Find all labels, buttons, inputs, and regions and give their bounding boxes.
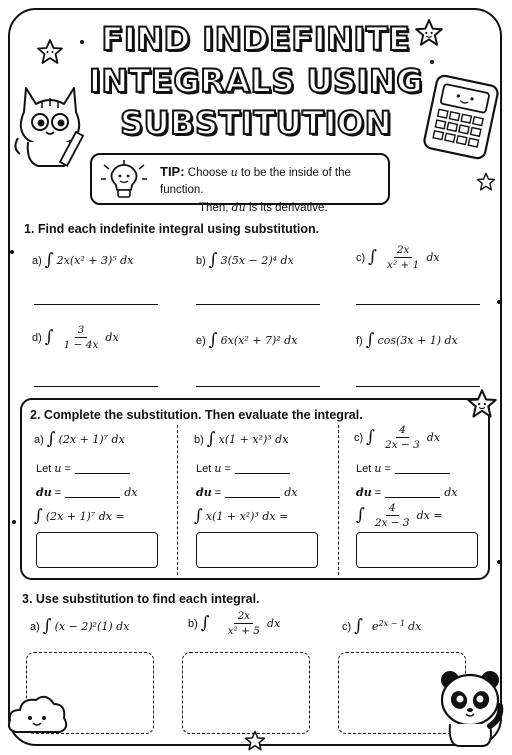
answer-line[interactable] <box>34 386 158 387</box>
integral-sign: ∫ <box>44 327 54 347</box>
let-text: Let <box>196 462 212 475</box>
integrand: (x − 2)²(1) dx <box>54 620 130 633</box>
answer-line[interactable] <box>356 304 480 305</box>
dx: dx <box>124 486 138 499</box>
decor-dot <box>12 520 16 524</box>
s2-rewrite-c <box>356 502 443 529</box>
problem-label: c) <box>354 431 364 444</box>
star-icon <box>414 18 444 48</box>
numerator: 3 <box>75 324 88 338</box>
let-text: Let <box>36 462 52 475</box>
dx: dx <box>266 617 281 630</box>
fraction <box>384 244 422 271</box>
work-box[interactable] <box>182 652 310 734</box>
decor-dot <box>10 250 14 254</box>
u-blank[interactable] <box>75 464 130 474</box>
denominator: 1 − 4x <box>63 339 99 351</box>
integrand: 6x(x² + 7)² dx <box>220 334 298 347</box>
let-u-row <box>36 462 134 475</box>
du-var: du <box>356 486 372 499</box>
integral-sign: ∫ <box>365 330 375 350</box>
problem-label: c) <box>342 620 352 633</box>
calculator-mascot-icon <box>424 74 502 158</box>
tip-line1-post: to be the inside of the function. <box>160 167 351 196</box>
u-var: u <box>54 462 62 475</box>
integral-sign: ∫ <box>46 429 56 449</box>
panda-mascot-icon <box>436 666 506 748</box>
equals-sign: = <box>214 486 222 499</box>
u-var: u <box>214 462 222 475</box>
star-icon <box>244 730 266 752</box>
tip-line1-pre: Choose <box>187 167 228 179</box>
numerator: 4 <box>386 502 399 516</box>
tip-line2-pre: Then, <box>199 202 229 214</box>
tip-line2-post: is its derivative. <box>248 202 328 214</box>
answer-line[interactable] <box>356 386 480 387</box>
denominator: 2x − 3 <box>374 517 410 529</box>
title-line-1: FIND INDEFINITE <box>101 20 411 58</box>
fraction <box>372 502 413 529</box>
s1-problem-d <box>32 324 119 351</box>
equals-sign: = <box>224 462 231 475</box>
section2-title: 2. Complete the substitution. Then evaluate the integral. <box>30 408 363 422</box>
integrand: (2x + 1)⁷ dx <box>58 433 125 446</box>
du-blank[interactable] <box>225 488 280 498</box>
u-var: u <box>374 462 382 475</box>
s2-rewrite-a <box>34 508 125 525</box>
problem-label: a) <box>34 433 44 446</box>
answer-line[interactable] <box>196 386 320 387</box>
du-blank[interactable] <box>65 488 120 498</box>
s3-problem-c <box>342 618 421 635</box>
answer-box[interactable] <box>36 532 158 568</box>
rewrite-expression: dx = <box>416 509 443 522</box>
du-row <box>196 486 297 499</box>
tip-du-var: du <box>231 201 246 214</box>
answer-box[interactable] <box>196 532 318 568</box>
column-divider <box>177 425 178 575</box>
title-line-2: INTEGRALS USING <box>88 62 424 100</box>
problem-label: e) <box>196 334 206 347</box>
integral-sign: ∫ <box>44 250 54 270</box>
answer-line[interactable] <box>34 304 158 305</box>
integral-sign: ∫ <box>34 506 43 526</box>
cat-mascot-icon <box>12 78 96 172</box>
dx: dx <box>408 620 422 633</box>
tip-label: TIP: <box>160 164 185 179</box>
lightbulb-icon <box>100 159 148 201</box>
du-blank[interactable] <box>385 488 440 498</box>
dx: dx <box>105 331 119 344</box>
rewrite-expression: x(1 + x²)³ dx = <box>205 510 289 523</box>
u-blank[interactable] <box>395 464 450 474</box>
integrand: 2x(x² + 3)⁵ dx <box>56 254 134 267</box>
dx: dx <box>284 486 298 499</box>
star-icon <box>476 172 496 192</box>
integrand: x(1 + x²)³ dx <box>218 433 289 446</box>
let-text: Let <box>356 462 372 475</box>
decor-dot <box>497 300 501 304</box>
fraction <box>225 610 263 637</box>
exp-power: 2x − 1 <box>378 619 406 628</box>
answer-line[interactable] <box>196 304 320 305</box>
tip-u-var: u <box>230 166 238 179</box>
integrand: cos(3x + 1) dx <box>377 334 458 347</box>
section1-title: 1. Find each indefinite integral using substitution. <box>24 222 320 236</box>
integrand: 3(5x − 2)⁴ dx <box>220 254 294 267</box>
answer-box[interactable] <box>356 532 478 568</box>
column-divider <box>338 425 339 575</box>
integral-sign: ∫ <box>208 250 218 270</box>
equals-sign: = <box>384 462 391 475</box>
problem-label: b) <box>194 433 204 446</box>
du-row <box>356 486 457 499</box>
integral-sign: ∫ <box>200 613 210 633</box>
numerator: 2x <box>234 610 253 624</box>
numerator: 4 <box>396 424 409 438</box>
s2-rewrite-b <box>194 508 288 525</box>
equals-sign: = <box>64 462 71 475</box>
s1-problem-f <box>356 332 458 349</box>
let-u-row <box>196 462 294 475</box>
du-var: du <box>196 486 212 499</box>
decor-dot <box>497 560 501 564</box>
s2-problem-b <box>194 431 288 448</box>
dx: dx <box>426 251 440 264</box>
integral-sign: ∫ <box>42 616 52 636</box>
s2-problem-a <box>34 431 125 448</box>
let-u-row <box>356 462 454 475</box>
problem-label: b) <box>196 254 206 267</box>
numerator: 2x <box>394 244 413 258</box>
tip-text <box>160 163 388 217</box>
integral-sign: ∫ <box>356 505 365 525</box>
star-icon <box>36 38 64 66</box>
problem-label: f) <box>356 334 363 347</box>
problem-label: d) <box>32 331 42 344</box>
s1-problem-b <box>196 252 294 269</box>
dx: dx <box>444 486 458 499</box>
tip-box <box>90 153 390 214</box>
integral-sign: ∫ <box>368 247 378 267</box>
problem-label: c) <box>356 251 366 264</box>
s1-problem-c <box>356 244 440 271</box>
du-var: du <box>36 486 52 499</box>
integral-sign: ∫ <box>206 429 216 449</box>
star-icon <box>466 388 498 420</box>
s1-problem-a <box>32 252 133 269</box>
section3-title: 3. Use substitution to find each integral. <box>22 592 260 606</box>
denominator: x² + 5 <box>227 625 260 637</box>
equals-sign: = <box>54 486 62 499</box>
u-blank[interactable] <box>235 464 290 474</box>
integral-sign: ∫ <box>194 506 203 526</box>
problem-label: a) <box>30 620 40 633</box>
title-line-3: SUBSTITUTION <box>120 104 392 142</box>
equals-sign: = <box>374 486 382 499</box>
s3-problem-a <box>30 618 129 635</box>
exp-base: e <box>372 620 379 633</box>
fraction <box>382 424 423 451</box>
s2-problem-c <box>354 424 440 451</box>
integral-sign: ∫ <box>354 616 364 636</box>
fraction <box>61 324 102 351</box>
rewrite-expression: (2x + 1)⁷ dx = <box>45 510 125 523</box>
s1-problem-e <box>196 332 297 349</box>
dx: dx <box>426 431 441 444</box>
integral-sign: ∫ <box>208 330 218 350</box>
s3-problem-b <box>188 610 280 637</box>
integral-sign: ∫ <box>366 427 376 447</box>
du-row <box>36 486 137 499</box>
problem-label: a) <box>32 254 42 267</box>
denominator: x² + 1 <box>387 259 420 271</box>
cloud-mascot-icon <box>6 690 70 740</box>
denominator: 2x − 3 <box>385 439 420 451</box>
problem-label: b) <box>188 617 198 630</box>
